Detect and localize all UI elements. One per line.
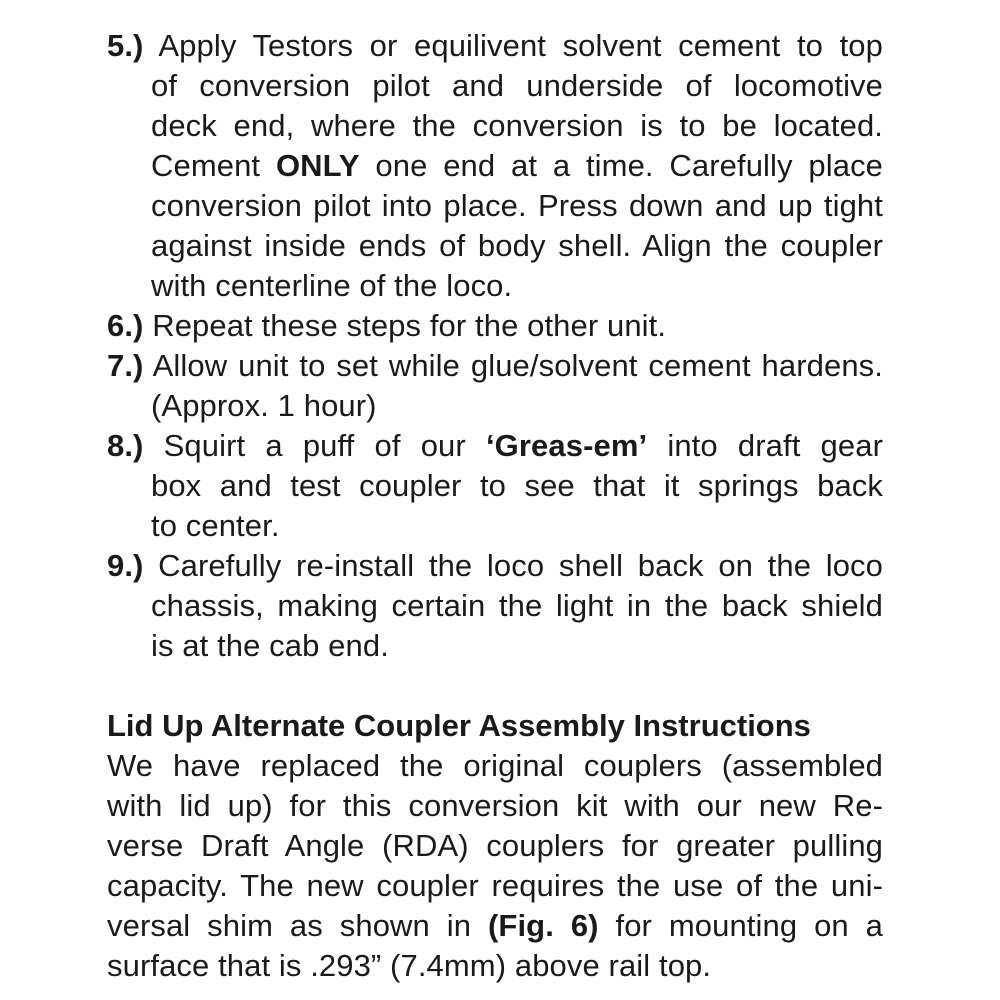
step-number: 9.) — [107, 548, 144, 583]
emphasis-only: ONLY — [275, 148, 360, 183]
step-8-line-2: box and test coupler to see that it springs back — [151, 468, 883, 503]
assembly-steps-list — [107, 26, 883, 666]
step-9-line-1: 9.) Carefully re-install the loco shell back on the loco — [107, 548, 883, 583]
product-name-greas-em: ‘Greas-em’ — [485, 428, 648, 463]
step-5-line-5: conversion pilot into place. Press down and up tight — [151, 188, 883, 223]
step-5-line-2: of conversion pilot and underside of locomotive — [151, 68, 883, 103]
step-5-line-1: 5.) Apply Testors or equilivent solvent cement to top — [107, 28, 883, 63]
step-8 — [107, 426, 883, 546]
step-number: 8.) — [107, 428, 144, 463]
section-line-5: versal shim as shown in (Fig. 6) for mounting on a — [107, 908, 883, 943]
step-8-line-1: 8.) Squirt a puff of our ‘Greas-em’ into draft gear — [107, 428, 883, 463]
step-5-line-6: against inside ends of body shell. Align the coupler — [151, 228, 883, 263]
instruction-page — [107, 26, 883, 986]
section-heading: Lid Up Alternate Coupler Assembly Instructions — [107, 708, 811, 743]
step-5-line-3: deck end, where the conversion is to be located. — [151, 108, 883, 143]
step-5 — [107, 26, 883, 306]
step-9-line-2: chassis, making certain the light in the back shield — [151, 588, 883, 623]
step-5-line-4: Cement ONLY one end at a time. Carefully place — [151, 148, 884, 183]
step-7-line-1: 7.) Allow unit to set while glue/solvent cement hardens. — [107, 348, 883, 383]
step-number: 7.) — [107, 348, 144, 383]
section-line-2: with lid up) for this conversion kit with our new Re- — [107, 788, 883, 823]
section-line-6: surface that is .293” (7.4mm) above rail top. — [107, 948, 712, 983]
step-8-line-3: to center. — [151, 508, 280, 543]
step-7-line-2: (Approx. 1 hour) — [151, 388, 377, 423]
step-number: 6.) — [107, 308, 144, 343]
section-line-1: We have replaced the original couplers (assembled — [107, 748, 883, 783]
section-line-3: verse Draft Angle (RDA) couplers for greater pulling — [107, 828, 883, 863]
step-9-line-3: is at the cab end. — [151, 628, 389, 663]
step-6-line-1: 6.) Repeat these steps for the other unit. — [107, 308, 667, 343]
step-7 — [107, 346, 883, 426]
section-line-4: capacity. The new coupler requires the use of the uni- — [107, 868, 883, 903]
step-6 — [107, 306, 883, 346]
step-9 — [107, 546, 883, 666]
figure-reference: (Fig. 6) — [488, 908, 599, 943]
step-number: 5.) — [107, 28, 144, 63]
step-5-line-7: with centerline of the loco. — [151, 268, 513, 303]
lid-up-section — [107, 706, 883, 986]
